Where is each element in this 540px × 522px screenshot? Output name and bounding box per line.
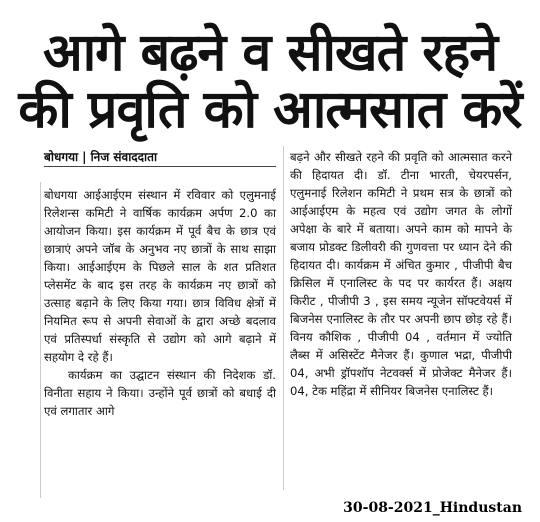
left-paragraph-2: कार्यक्रम का उद्घाटन संस्थान की निदेशक डॉ. विनीता सहाय ने किया। उन्होंने पूर्व छात्रों को बधाई दी एवं लगातार आगे <box>44 368 276 418</box>
column-divider <box>283 146 284 490</box>
left-paragraph-1: बोधगया आईआईएम संस्थान में रविवार को एलुमनाई रिलेशन्स कमिटी ने वार्षिक कार्यक्रम अर्पण 2.0 का आयोजन किया। इस कार्यक्रम में पूर्व बैच के छात्र एवं छात्राएं अपने जॉब के अनुभव नए छात्रों के साथ साझा किया। आईआईएम के पिछले साल के शत प्रतिशत प्लेसमेंट के बाद इस तरह के कार्यक्रम नए छात्रों को उत्साह बढ़ाने के लिए किया गया। छात्र विविध क्षेत्रों में नियमित रूप से अपनी सेवाओं के द्वारा अच्छे बदलाव एवं प्रतिस्पर्धा संस्कृति से उद्योग को आगे बढ़ाने में सहयोग दे रहे हैं। <box>44 188 276 364</box>
byline-reporter: निज संवाददाता <box>90 150 158 164</box>
byline-place: बोधगया <box>44 150 79 164</box>
left-column <box>44 186 276 420</box>
byline-separator: | <box>82 150 87 164</box>
byline-rule <box>44 166 276 167</box>
byline <box>44 148 157 165</box>
source-date-tag: 30-08-2021_Hindustan <box>343 500 522 516</box>
headline-line-1: आगे बढ़ने व सीखते रहने <box>42 23 498 84</box>
right-column <box>290 148 512 400</box>
headline-line-2: की प्रवृति को आत्मसात करें <box>18 79 522 140</box>
right-paragraph: बढ़ने और सीखते रहने की प्रवृति को आत्मसात करने की हिदायत दी। डॉ. टीना भारती, चेयरपर्सन, एलुमनाई रिलेशन कमिटी ने प्रथम सत्र के छात्रों को आईआईएम के महत्व एवं उद्योग जगत के लोगों अपेक्षा के बारे में बताया। अपने काम को मापने के बजाय प्रोडक्ट डिलीवरी की गुणवत्ता पर ध्यान देने की हिदायत दी। कार्यक्रम में अंचित कुमार , पीजीपी बैच क्रिसिल में एनालिस्ट के पद पर कार्यरत हैं। अक्षय किरीट , पीजीपी 3 , इस समय न्यूजेन सॉफ्टवेयर्स में बिजनेस एनालिस्ट के तौर पर अपनी छाप छोड़ रहे हैं। विनय कौशिक , पीजीपी 04 , वर्तमान में ज्योति लैब्स में असिस्टेंट मैनेजर हैं। कुणाल भद्रा, पीजीपी 04, अभी ड्रॉपशॉप नेटवर्क्स में प्रोजेक्ट मैनेजर हैं। 04, टेक महिंद्रा में सीनियर बिजनेस एनालिस्ट हैं। <box>290 150 512 398</box>
headline <box>0 23 540 140</box>
